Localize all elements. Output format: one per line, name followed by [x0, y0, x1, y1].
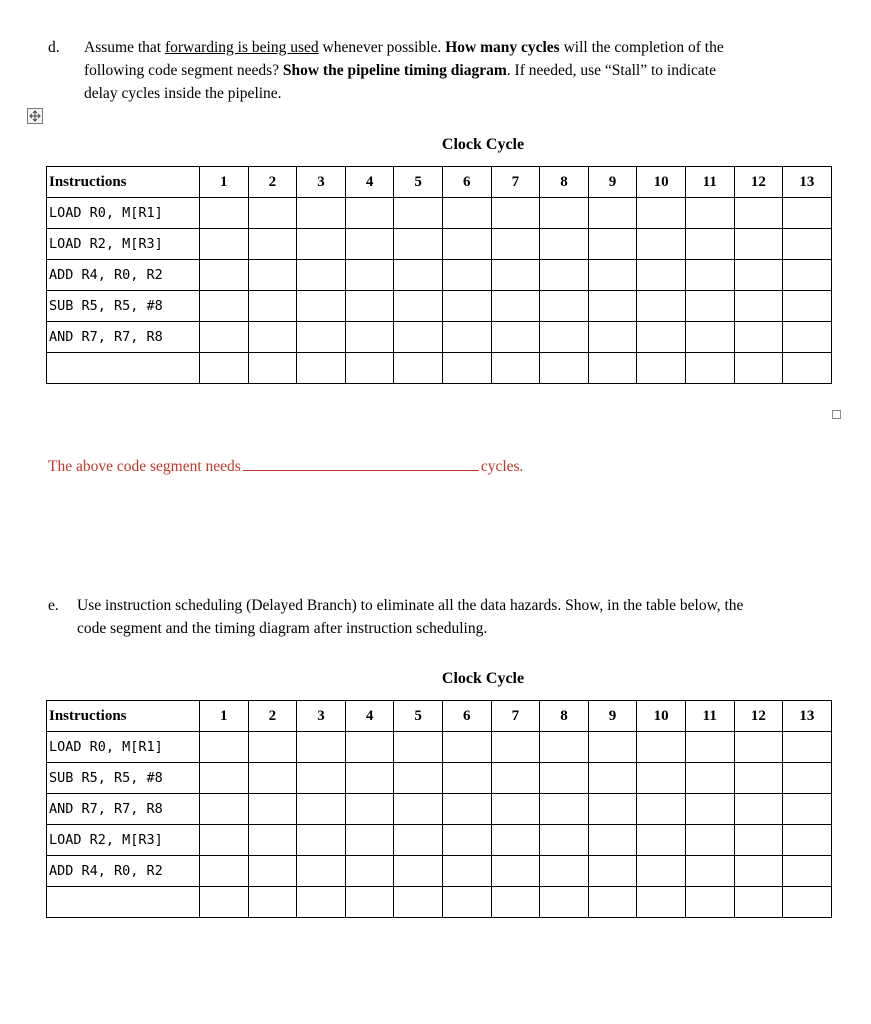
timing-cell[interactable]: [783, 322, 832, 353]
table-header-row: [47, 701, 832, 732]
timing-cell[interactable]: [734, 856, 783, 887]
timing-cell[interactable]: [491, 887, 540, 918]
timing-cell[interactable]: [200, 353, 249, 384]
timing-cell[interactable]: [540, 887, 589, 918]
cycle-header: 9: [588, 167, 637, 198]
instruction-cell[interactable]: LOAD R2, M[R3]: [47, 825, 200, 856]
timing-cell[interactable]: [248, 763, 297, 794]
timing-cell[interactable]: [637, 198, 686, 229]
question-e-marker: e.: [48, 597, 59, 614]
clock-cycle-title-e: Clock Cycle: [441, 670, 525, 687]
table-row: [47, 260, 832, 291]
timing-cell[interactable]: [783, 794, 832, 825]
timing-cell[interactable]: [637, 260, 686, 291]
timing-cell[interactable]: [540, 763, 589, 794]
timing-cell[interactable]: [394, 198, 443, 229]
timing-cell[interactable]: [297, 198, 346, 229]
timing-cell[interactable]: [442, 856, 491, 887]
timing-cell[interactable]: [540, 260, 589, 291]
cycle-header: 12: [734, 167, 783, 198]
table-row: [47, 825, 832, 856]
timing-cell[interactable]: [588, 353, 637, 384]
timing-cell[interactable]: [394, 825, 443, 856]
timing-cell[interactable]: [588, 291, 637, 322]
instruction-cell[interactable]: [47, 887, 200, 918]
timing-cell[interactable]: [540, 794, 589, 825]
timing-cell[interactable]: [685, 260, 734, 291]
timing-cell[interactable]: [685, 887, 734, 918]
timing-cell[interactable]: [734, 322, 783, 353]
timing-cell[interactable]: [394, 887, 443, 918]
cycle-header: 3: [297, 167, 346, 198]
timing-cell[interactable]: [442, 322, 491, 353]
timing-cell[interactable]: [394, 763, 443, 794]
timing-cell[interactable]: [734, 794, 783, 825]
timing-cell[interactable]: [200, 260, 249, 291]
timing-cell[interactable]: [540, 732, 589, 763]
timing-cell[interactable]: [297, 353, 346, 384]
timing-cell[interactable]: [297, 229, 346, 260]
cycle-header: 11: [685, 701, 734, 732]
question-d-marker: d.: [48, 39, 60, 56]
timing-cell[interactable]: [297, 825, 346, 856]
timing-cell[interactable]: [297, 291, 346, 322]
timing-cell[interactable]: [345, 260, 394, 291]
timing-cell[interactable]: [637, 825, 686, 856]
timing-cell[interactable]: [200, 732, 249, 763]
timing-cell[interactable]: [783, 732, 832, 763]
timing-cell[interactable]: [442, 794, 491, 825]
timing-cell[interactable]: [248, 260, 297, 291]
timing-cell[interactable]: [685, 353, 734, 384]
cycle-header: 13: [783, 167, 832, 198]
timing-cell[interactable]: [637, 322, 686, 353]
cycle-header: 3: [297, 701, 346, 732]
instruction-cell[interactable]: SUB R5, R5, #8: [47, 763, 200, 794]
timing-cell[interactable]: [200, 198, 249, 229]
timing-cell[interactable]: [248, 732, 297, 763]
timing-cell[interactable]: [685, 825, 734, 856]
timing-cell[interactable]: [588, 763, 637, 794]
cycle-header: 5: [394, 701, 443, 732]
cycle-header: 10: [637, 167, 686, 198]
timing-cell[interactable]: [345, 763, 394, 794]
timing-cell[interactable]: [345, 322, 394, 353]
timing-cell[interactable]: [540, 291, 589, 322]
timing-cell[interactable]: [248, 322, 297, 353]
timing-cell[interactable]: [783, 856, 832, 887]
timing-cell[interactable]: [345, 825, 394, 856]
timing-cell[interactable]: [588, 825, 637, 856]
timing-cell[interactable]: [297, 887, 346, 918]
timing-cell[interactable]: [588, 856, 637, 887]
table-row: [47, 794, 832, 825]
timing-cell[interactable]: [491, 322, 540, 353]
timing-cell[interactable]: [200, 291, 249, 322]
timing-cell[interactable]: [734, 732, 783, 763]
timing-cell[interactable]: [734, 229, 783, 260]
timing-cell[interactable]: [540, 229, 589, 260]
pipeline-table-e: [46, 700, 832, 918]
cycle-header: 10: [637, 701, 686, 732]
table-row: [47, 763, 832, 794]
timing-cell[interactable]: [685, 229, 734, 260]
timing-cell[interactable]: [540, 322, 589, 353]
timing-cell[interactable]: [297, 732, 346, 763]
answer-blank[interactable]: [243, 455, 479, 471]
timing-cell[interactable]: [588, 229, 637, 260]
timing-cell[interactable]: [491, 794, 540, 825]
timing-cell[interactable]: [442, 198, 491, 229]
pipeline-table-d: [46, 166, 832, 384]
timing-cell[interactable]: [345, 856, 394, 887]
timing-cell[interactable]: [637, 763, 686, 794]
timing-cell[interactable]: [442, 825, 491, 856]
answer-line: [48, 455, 523, 478]
timing-cell[interactable]: [394, 732, 443, 763]
timing-cell[interactable]: [637, 856, 686, 887]
timing-cell[interactable]: [394, 260, 443, 291]
table-row: [47, 322, 832, 353]
timing-cell[interactable]: [540, 198, 589, 229]
timing-cell[interactable]: [491, 353, 540, 384]
timing-cell[interactable]: [588, 732, 637, 763]
timing-cell[interactable]: [345, 291, 394, 322]
timing-cell[interactable]: [442, 291, 491, 322]
cycle-header: 12: [734, 701, 783, 732]
timing-cell[interactable]: [783, 353, 832, 384]
cycle-header: 6: [442, 701, 491, 732]
timing-cell[interactable]: [491, 229, 540, 260]
question-e-line1: Use instruction scheduling (Delayed Branch) to eliminate all the data hazards. Show, in the table below, the: [77, 597, 744, 614]
instruction-cell[interactable]: LOAD R0, M[R1]: [47, 198, 200, 229]
timing-cell[interactable]: [783, 763, 832, 794]
timing-cell[interactable]: [734, 353, 783, 384]
timing-cell[interactable]: [637, 732, 686, 763]
timing-cell[interactable]: [637, 353, 686, 384]
timing-cell[interactable]: [734, 763, 783, 794]
timing-cell[interactable]: [637, 291, 686, 322]
timing-cell[interactable]: [248, 856, 297, 887]
cycle-header: 1: [200, 701, 249, 732]
timing-cell[interactable]: [200, 763, 249, 794]
timing-cell[interactable]: [200, 825, 249, 856]
timing-cell[interactable]: [491, 763, 540, 794]
cycle-header: 13: [783, 701, 832, 732]
instruction-cell[interactable]: ADD R4, R0, R2: [47, 260, 200, 291]
timing-cell[interactable]: [540, 353, 589, 384]
timing-cell[interactable]: [783, 887, 832, 918]
cycle-header: 4: [345, 701, 394, 732]
table-header-row: [47, 167, 832, 198]
cycle-header: 5: [394, 167, 443, 198]
timing-cell[interactable]: [394, 322, 443, 353]
timing-cell[interactable]: [734, 291, 783, 322]
cycle-header: 2: [248, 167, 297, 198]
timing-cell[interactable]: [248, 229, 297, 260]
timing-cell[interactable]: [248, 198, 297, 229]
timing-cell[interactable]: [394, 229, 443, 260]
timing-cell[interactable]: [297, 794, 346, 825]
timing-cell[interactable]: [734, 260, 783, 291]
cycle-header: 9: [588, 701, 637, 732]
cycle-header: 2: [248, 701, 297, 732]
timing-cell[interactable]: [637, 229, 686, 260]
timing-cell[interactable]: [345, 887, 394, 918]
timing-cell[interactable]: [248, 353, 297, 384]
timing-cell[interactable]: [442, 229, 491, 260]
timing-cell[interactable]: [540, 856, 589, 887]
instruction-cell[interactable]: ADD R4, R0, R2: [47, 856, 200, 887]
table-row: [47, 353, 832, 384]
table-row: [47, 291, 832, 322]
cycle-header: 6: [442, 167, 491, 198]
timing-cell[interactable]: [345, 732, 394, 763]
timing-cell[interactable]: [394, 856, 443, 887]
cycle-header: 8: [540, 701, 589, 732]
timing-cell[interactable]: [783, 229, 832, 260]
table-row: [47, 198, 832, 229]
timing-cell[interactable]: [297, 763, 346, 794]
instruction-cell[interactable]: AND R7, R7, R8: [47, 794, 200, 825]
timing-cell[interactable]: [685, 198, 734, 229]
timing-cell[interactable]: [734, 887, 783, 918]
timing-cell[interactable]: [491, 856, 540, 887]
cycle-header: 4: [345, 167, 394, 198]
timing-cell[interactable]: [685, 291, 734, 322]
timing-cell[interactable]: [491, 260, 540, 291]
table-row: [47, 856, 832, 887]
timing-cell[interactable]: [588, 887, 637, 918]
timing-cell[interactable]: [685, 322, 734, 353]
move-icon[interactable]: [27, 108, 43, 124]
instruction-cell[interactable]: AND R7, R7, R8: [47, 322, 200, 353]
table-row: [47, 732, 832, 763]
timing-cell[interactable]: [783, 825, 832, 856]
timing-cell[interactable]: [783, 260, 832, 291]
cycle-header: 11: [685, 167, 734, 198]
timing-cell[interactable]: [248, 291, 297, 322]
cycle-header: 1: [200, 167, 249, 198]
forwarding-underlined: forwarding is being used: [164, 39, 319, 56]
timing-cell[interactable]: [345, 794, 394, 825]
clock-cycle-title-d: Clock Cycle: [441, 136, 525, 153]
instruction-cell[interactable]: LOAD R0, M[R1]: [47, 732, 200, 763]
timing-cell[interactable]: [394, 794, 443, 825]
timing-cell[interactable]: [588, 198, 637, 229]
instruction-cell[interactable]: SUB R5, R5, #8: [47, 291, 200, 322]
question-d-line2: following code segment needs? Show the pipeline timing diagram. If needed, use “Stall” to indicate: [84, 62, 716, 79]
timing-cell[interactable]: [200, 229, 249, 260]
question-d-line1: Assume that forwarding is being used whenever possible. How many cycles will the completion of the: [84, 39, 724, 56]
timing-cell[interactable]: [685, 856, 734, 887]
timing-cell[interactable]: [588, 260, 637, 291]
timing-cell[interactable]: [685, 763, 734, 794]
timing-cell[interactable]: [685, 732, 734, 763]
question-e-line2: code segment and the timing diagram after instruction scheduling.: [77, 620, 488, 637]
instruction-cell[interactable]: LOAD R2, M[R3]: [47, 229, 200, 260]
timing-cell[interactable]: [200, 322, 249, 353]
timing-cell[interactable]: [491, 291, 540, 322]
timing-cell[interactable]: [588, 322, 637, 353]
timing-cell[interactable]: [442, 763, 491, 794]
timing-cell[interactable]: [540, 825, 589, 856]
timing-cell[interactable]: [345, 198, 394, 229]
timing-cell[interactable]: [345, 353, 394, 384]
cycle-header: 7: [491, 167, 540, 198]
timing-cell[interactable]: [442, 732, 491, 763]
timing-cell[interactable]: [783, 198, 832, 229]
timing-cell[interactable]: [394, 291, 443, 322]
timing-cell[interactable]: [248, 887, 297, 918]
resize-handle-icon[interactable]: [832, 410, 841, 419]
timing-cell[interactable]: [783, 291, 832, 322]
instructions-header: Instructions: [47, 167, 200, 198]
timing-cell[interactable]: [200, 856, 249, 887]
question-d-line3: delay cycles inside the pipeline.: [84, 85, 282, 102]
answer-prefix: The above code segment needs: [48, 458, 241, 475]
cycle-header: 8: [540, 167, 589, 198]
timing-cell[interactable]: [734, 198, 783, 229]
timing-cell[interactable]: [394, 353, 443, 384]
timing-cell[interactable]: [637, 794, 686, 825]
timing-cell[interactable]: [200, 794, 249, 825]
table-row: [47, 887, 832, 918]
timing-cell[interactable]: [248, 794, 297, 825]
timing-cell[interactable]: [345, 229, 394, 260]
timing-cell[interactable]: [637, 887, 686, 918]
timing-cell[interactable]: [442, 353, 491, 384]
timing-cell[interactable]: [297, 856, 346, 887]
instruction-cell[interactable]: [47, 353, 200, 384]
cycle-header: 7: [491, 701, 540, 732]
timing-cell[interactable]: [734, 825, 783, 856]
timing-cell[interactable]: [685, 794, 734, 825]
instructions-header: Instructions: [47, 701, 200, 732]
timing-cell[interactable]: [248, 825, 297, 856]
timing-cell[interactable]: [491, 825, 540, 856]
timing-cell[interactable]: [297, 260, 346, 291]
timing-cell[interactable]: [588, 794, 637, 825]
timing-cell[interactable]: [200, 887, 249, 918]
timing-cell[interactable]: [491, 198, 540, 229]
timing-cell[interactable]: [491, 732, 540, 763]
timing-cell[interactable]: [442, 260, 491, 291]
timing-cell[interactable]: [297, 322, 346, 353]
timing-cell[interactable]: [442, 887, 491, 918]
answer-suffix: cycles.: [480, 458, 524, 475]
table-row: [47, 229, 832, 260]
